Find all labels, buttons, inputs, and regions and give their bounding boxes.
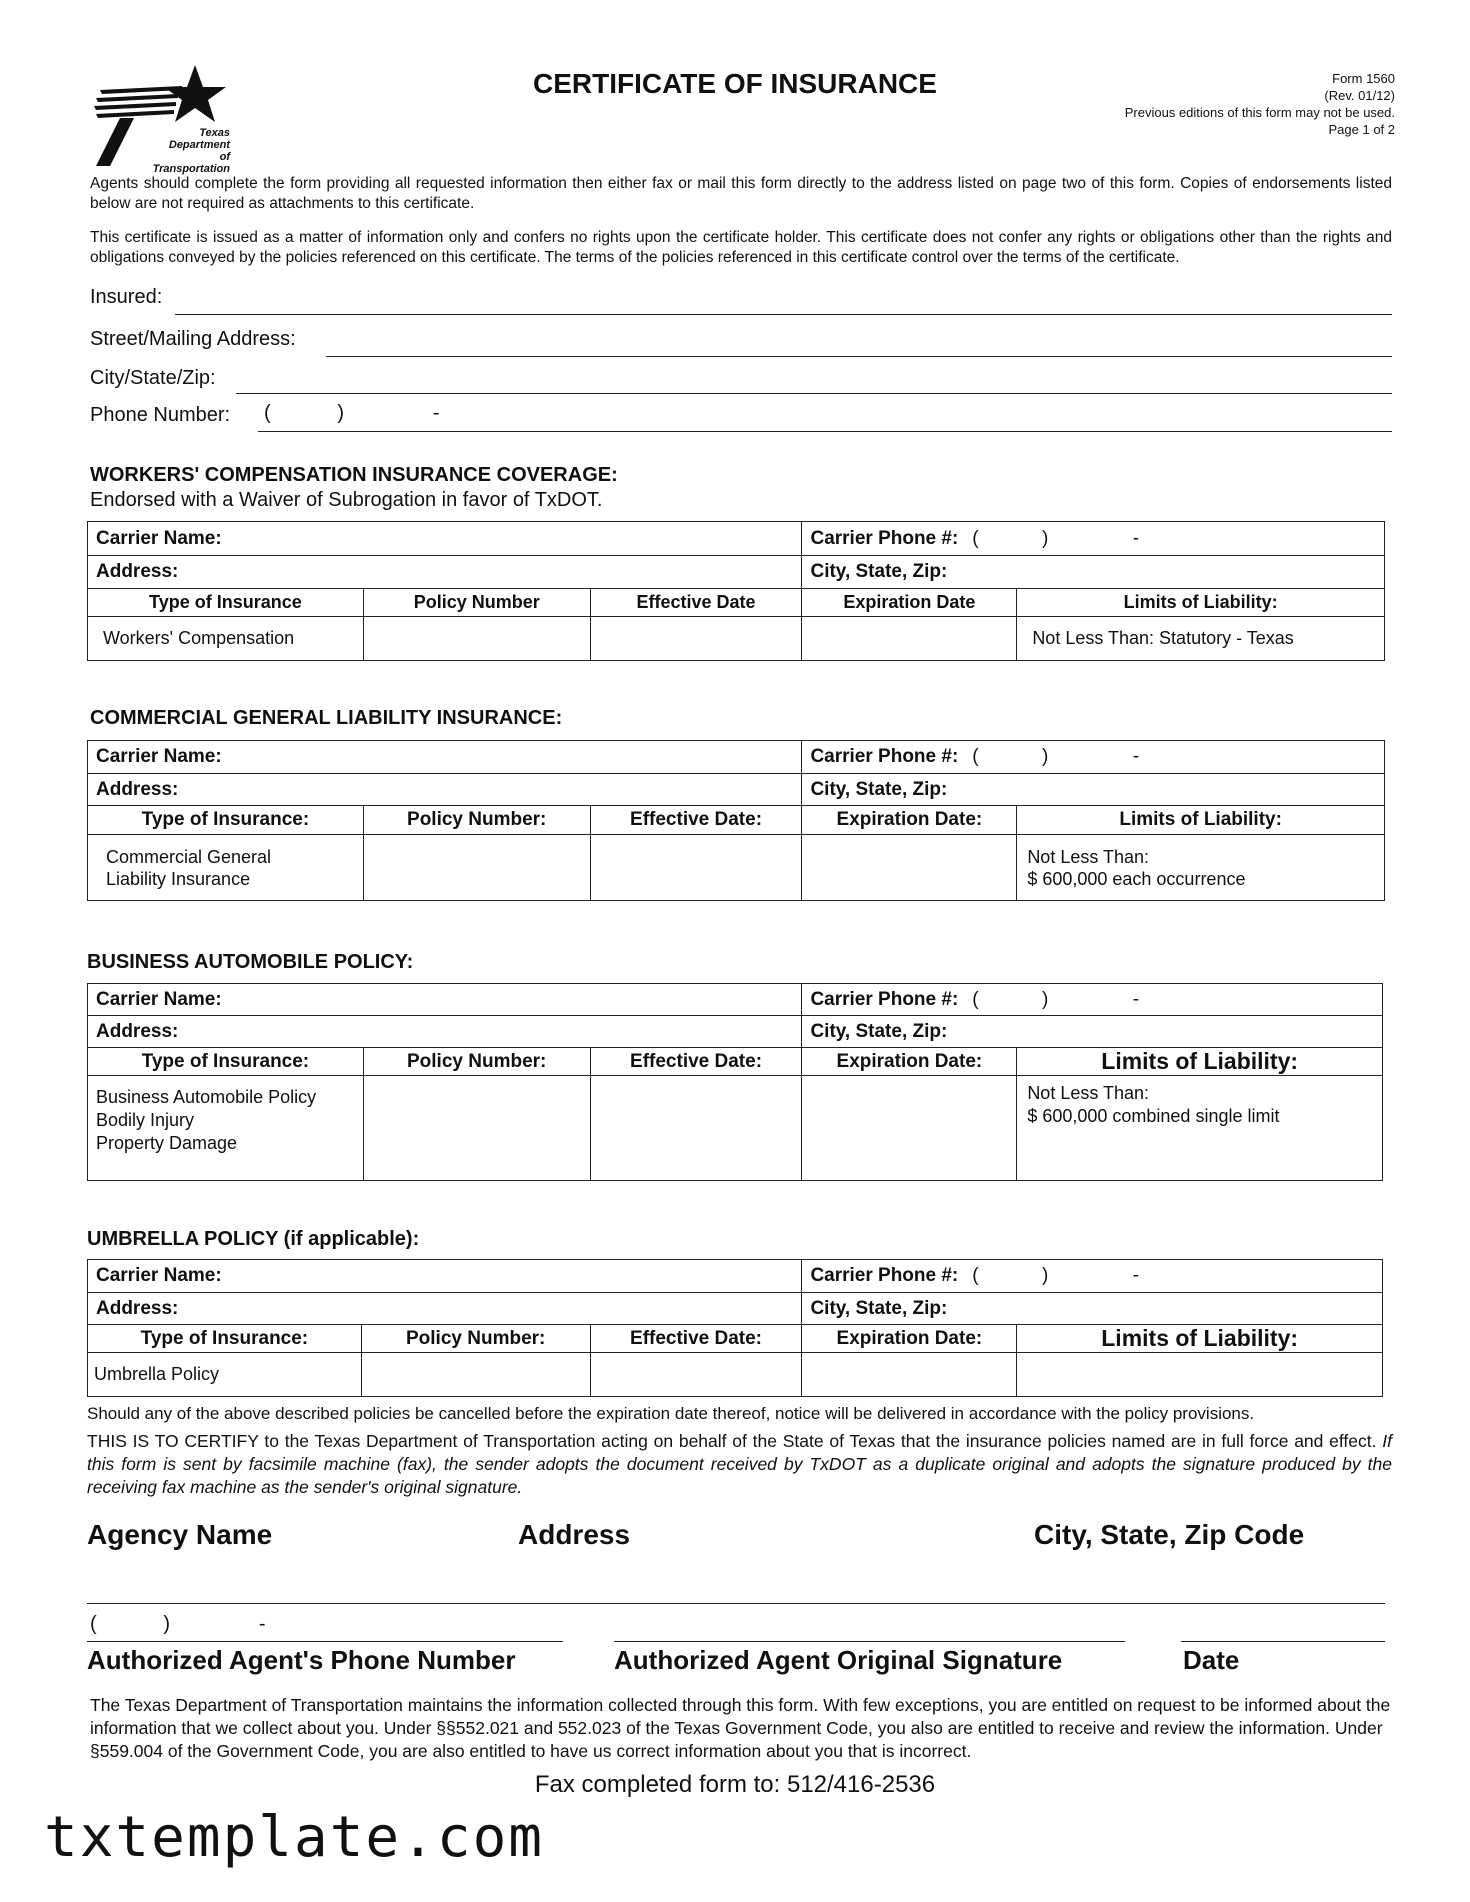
auto-col-limits: Limits of Liability: bbox=[1017, 1048, 1383, 1076]
workers-col-type: Type of Insurance bbox=[88, 589, 364, 617]
auto-effective-cell[interactable] bbox=[590, 1076, 802, 1181]
cancellation-notice: Should any of the above described policies be cancelled before the expiration date thereof, notice will be delivered in accordance with the policy provisions. bbox=[87, 1404, 1255, 1423]
phone-template: ( ) - bbox=[264, 402, 440, 424]
auto-col-expiration: Expiration Date: bbox=[802, 1048, 1017, 1076]
cgl-col-type: Type of Insurance: bbox=[88, 806, 364, 835]
agent-phone-template: ( ) - bbox=[90, 1613, 266, 1635]
auto-city-state-zip[interactable]: City, State, Zip: bbox=[802, 1016, 1383, 1048]
auto-address[interactable]: Address: bbox=[88, 1016, 802, 1048]
umbrella-col-type: Type of Insurance: bbox=[88, 1325, 362, 1353]
cgl-title: COMMERCIAL GENERAL LIABILITY INSURANCE: bbox=[90, 707, 563, 729]
umbrella-carrier-name[interactable]: Carrier Name: bbox=[88, 1260, 802, 1293]
workers-col-policy: Policy Number bbox=[363, 589, 590, 617]
auto-col-policy: Policy Number: bbox=[363, 1048, 590, 1076]
umbrella-effective-cell[interactable] bbox=[590, 1353, 802, 1397]
agent-signature-line[interactable] bbox=[614, 1641, 1125, 1642]
cgl-carrier-phone[interactable]: Carrier Phone #: ( ) - bbox=[802, 741, 1385, 774]
workers-city-state-zip[interactable]: City, State, Zip: bbox=[802, 556, 1385, 589]
cgl-policy-cell[interactable] bbox=[363, 835, 590, 901]
cgl-col-limits: Limits of Liability: bbox=[1017, 806, 1385, 835]
intro-paragraph-2: This certificate is issued as a matter of information only and confers no rights upon the certificate holder. This certificate does not confer any rights or obligations other than the rights and obligations conveyed by the policies referenced on this certificate. The terms of the policies referenced in this certificate control over the terms of the certificate. bbox=[90, 229, 1392, 266]
certification-notice: THIS IS TO CERTIFY to the Texas Department of Transportation acting on behalf of the State of Texas that the insurance policies named are in full force and effect. If this form is sent by facsimile machine (fax), the sender adopts the document received by TxDOT as a duplicate original and adopts the signature produced by the receiving fax machine as the sender's original signature. bbox=[87, 1431, 1392, 1497]
cgl-col-effective: Effective Date: bbox=[590, 806, 802, 835]
street-label: Street/Mailing Address: bbox=[90, 328, 296, 350]
auto-limit-value: Not Less Than: $ 600,000 combined single limit bbox=[1017, 1076, 1383, 1181]
auto-col-effective: Effective Date: bbox=[590, 1048, 802, 1076]
umbrella-type-value: Umbrella Policy bbox=[88, 1353, 362, 1397]
auto-col-type: Type of Insurance: bbox=[88, 1048, 364, 1076]
workers-limit-value: Not Less Than: Statutory - Texas bbox=[1017, 617, 1385, 661]
city-label: City/State/Zip: bbox=[90, 367, 216, 389]
agent-phone-line[interactable] bbox=[87, 1641, 563, 1642]
date-line[interactable] bbox=[1181, 1641, 1385, 1642]
auto-carrier-phone[interactable]: Carrier Phone #: ( ) - bbox=[802, 984, 1383, 1016]
workers-policy-cell[interactable] bbox=[363, 617, 590, 661]
umbrella-carrier-phone[interactable]: Carrier Phone #: ( ) - bbox=[802, 1260, 1383, 1293]
workers-col-expiration: Expiration Date bbox=[802, 589, 1017, 617]
umbrella-table bbox=[87, 1259, 1383, 1397]
intro-paragraph-1: Agents should complete the form providing all requested information then either fax or mail this form directly to the address listed on page two of this form. Copies of endorsements listed below are not required as attachments to this certificate. bbox=[90, 175, 1392, 212]
phone-label: Phone Number: bbox=[90, 404, 231, 426]
cgl-address[interactable]: Address: bbox=[88, 774, 802, 806]
auto-table bbox=[87, 983, 1383, 1181]
workers-col-limits: Limits of Liability: bbox=[1017, 589, 1385, 617]
umbrella-limit-cell[interactable] bbox=[1017, 1353, 1383, 1397]
umbrella-col-limits: Limits of Liability: bbox=[1017, 1325, 1383, 1353]
auto-carrier-name[interactable]: Carrier Name: bbox=[88, 984, 802, 1016]
logo-text: Texas Department of Transportation bbox=[152, 127, 230, 175]
auto-type-value: Business Automobile Policy Bodily Injury Property Damage bbox=[88, 1076, 364, 1181]
insured-label: Insured: bbox=[90, 286, 163, 308]
cgl-col-expiration: Expiration Date: bbox=[802, 806, 1017, 835]
agency-address-label: Address bbox=[518, 1519, 631, 1550]
workers-title: WORKERS' COMPENSATION INSURANCE COVERAGE: bbox=[90, 464, 618, 486]
privacy-notice: The Texas Department of Transportation maintains the information collected through this form. With few exceptions, you are entitled on request to be informed about the information that we collect about you. Under §§552.021 and 552.023 of the Texas Government Code, you also are entitled to receive and review the information. Under §559.004 of the Government Code, you are also entitled to have us correct information about you that is incorrect. bbox=[90, 1695, 1391, 1761]
cgl-col-policy: Policy Number: bbox=[363, 806, 590, 835]
cgl-type-value: Commercial General Liability Insurance bbox=[88, 835, 364, 901]
workers-effective-cell[interactable] bbox=[590, 617, 802, 661]
agent-phone-label: Authorized Agent's Phone Number bbox=[87, 1645, 516, 1675]
cgl-carrier-name[interactable]: Carrier Name: bbox=[88, 741, 802, 774]
agency-name-label: Agency Name bbox=[87, 1519, 273, 1550]
umbrella-col-expiration: Expiration Date: bbox=[802, 1325, 1017, 1353]
page-title: CERTIFICATE OF INSURANCE bbox=[533, 68, 937, 99]
workers-expiration-cell[interactable] bbox=[802, 617, 1017, 661]
cgl-expiration-cell[interactable] bbox=[802, 835, 1017, 901]
auto-title: BUSINESS AUTOMOBILE POLICY: bbox=[87, 951, 414, 973]
form-meta: Form 1560 (Rev. 01/12) Previous editions of this form may not be used. Page 1 of 2 bbox=[1124, 71, 1395, 137]
phone-input-line[interactable] bbox=[258, 431, 1392, 432]
auto-expiration-cell[interactable] bbox=[802, 1076, 1017, 1181]
workers-col-effective: Effective Date bbox=[590, 589, 802, 617]
cgl-limit-value: Not Less Than: $ 600,000 each occurrence bbox=[1017, 835, 1385, 901]
cgl-effective-cell[interactable] bbox=[590, 835, 802, 901]
umbrella-title: UMBRELLA POLICY (if applicable): bbox=[87, 1228, 420, 1250]
umbrella-expiration-cell[interactable] bbox=[802, 1353, 1017, 1397]
umbrella-address[interactable]: Address: bbox=[88, 1293, 802, 1325]
umbrella-city-state-zip[interactable]: City, State, Zip: bbox=[802, 1293, 1383, 1325]
city-input-line[interactable] bbox=[236, 393, 1392, 394]
auto-policy-cell[interactable] bbox=[363, 1076, 590, 1181]
workers-carrier-phone[interactable]: Carrier Phone #: ( ) - bbox=[802, 522, 1385, 556]
insured-input-line[interactable] bbox=[175, 314, 1392, 315]
workers-table bbox=[87, 521, 1385, 661]
workers-address[interactable]: Address: bbox=[88, 556, 802, 589]
agency-input-line[interactable] bbox=[87, 1603, 1385, 1604]
watermark: txtemplate.com bbox=[44, 1805, 545, 1870]
cgl-table bbox=[87, 740, 1385, 901]
agency-city-label: City, State, Zip Code bbox=[1034, 1519, 1305, 1550]
cgl-city-state-zip[interactable]: City, State, Zip: bbox=[802, 774, 1385, 806]
workers-subtitle: Endorsed with a Waiver of Subrogation in favor of TxDOT. bbox=[90, 489, 603, 511]
street-input-line[interactable] bbox=[326, 356, 1392, 357]
umbrella-col-policy: Policy Number: bbox=[361, 1325, 590, 1353]
agent-signature-label: Authorized Agent Original Signature bbox=[614, 1645, 1063, 1675]
umbrella-col-effective: Effective Date: bbox=[590, 1325, 802, 1353]
workers-carrier-name[interactable]: Carrier Name: bbox=[88, 522, 802, 556]
workers-type-value: Workers' Compensation bbox=[88, 617, 364, 661]
fax-instructions: Fax completed form to: 512/416-2536 bbox=[534, 1771, 936, 1798]
date-label: Date bbox=[1183, 1645, 1240, 1675]
umbrella-policy-cell[interactable] bbox=[361, 1353, 590, 1397]
